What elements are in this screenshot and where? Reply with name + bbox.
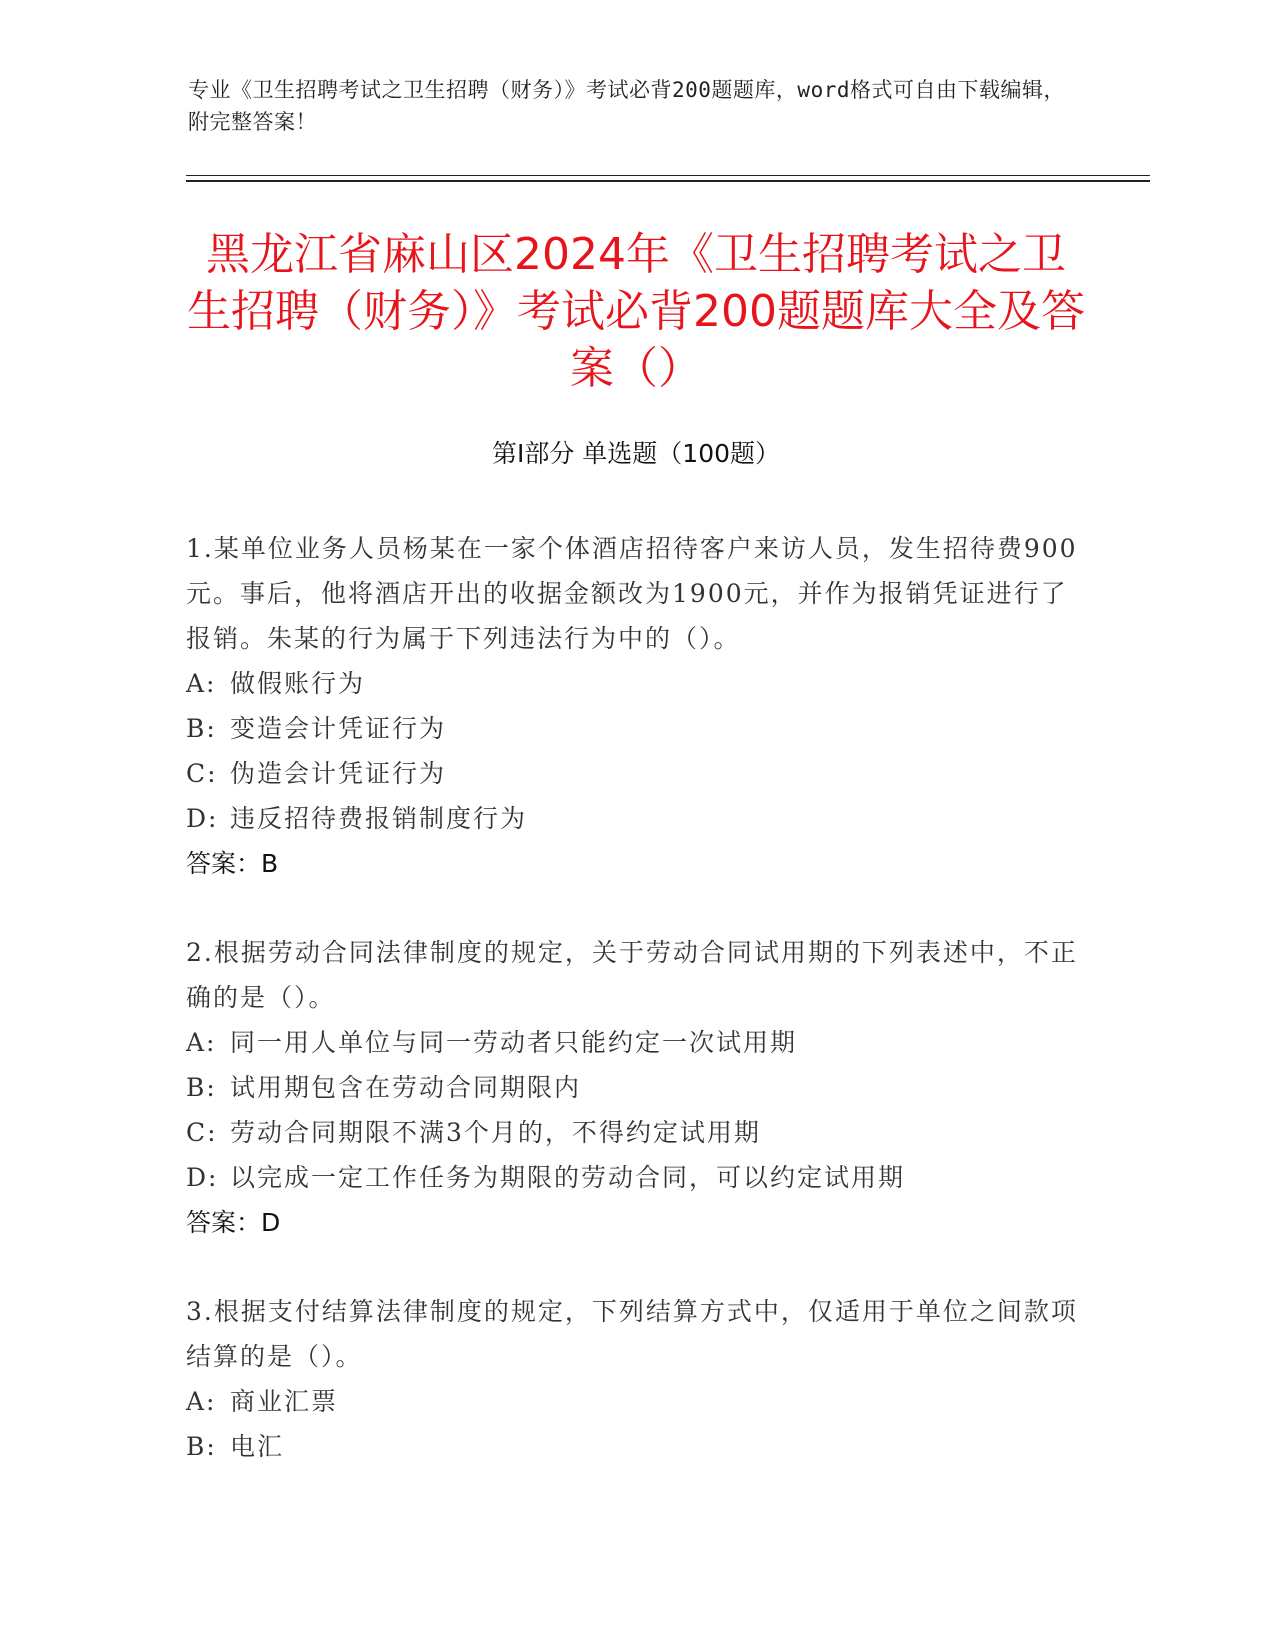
option-text: 电汇 <box>230 1432 285 1461</box>
option-key: C: <box>186 759 218 788</box>
option-text: 劳动合同期限不满3个月的，不得约定试用期 <box>230 1118 761 1147</box>
question-stem: 1.某单位业务人员杨某在一家个体酒店招待客户来访人员，发生招待费900元。事后，他将酒店开出的收据金额改为1900元，并作为报销凭证进行了报销。朱某的行为属于下列违法行为中的（）。 <box>186 534 1078 653</box>
option-d <box>186 796 1086 841</box>
option-text: 试用期包含在劳动合同期限内 <box>230 1073 582 1102</box>
intro-text: 专业《卫生招聘考试之卫生招聘（财务）》考试必背200题题库，word格式可自由下载编辑，附完整答案！ <box>188 78 1065 134</box>
option-d <box>186 1155 1086 1200</box>
option-key: D: <box>186 1163 219 1192</box>
option-key: A: <box>186 1028 217 1057</box>
option-c <box>186 1110 1086 1155</box>
answer-label: 答案：D <box>186 1208 281 1237</box>
option-a <box>186 1020 1086 1065</box>
option-key: B: <box>186 1073 217 1102</box>
option-key: D: <box>186 804 219 833</box>
option-c <box>186 751 1086 796</box>
document-title: 黑龙江省麻山区2024年《卫生招聘考试之卫生招聘（财务）》考试必背200题题库大全及答案（） <box>187 229 1085 394</box>
option-b <box>186 706 1086 751</box>
option-text: 违反招待费报销制度行为 <box>230 804 528 833</box>
option-a <box>186 661 1086 706</box>
option-a <box>186 1379 1086 1424</box>
question-stem: 3.根据支付结算法律制度的规定，下列结算方式中，仅适用于单位之间款项结算的是（）。 <box>186 1297 1078 1371</box>
question-item <box>186 526 1086 886</box>
option-key: C: <box>186 1118 218 1147</box>
header-divider-thin <box>186 175 1150 176</box>
option-text: 做假账行为 <box>230 669 366 698</box>
option-text: 商业汇票 <box>230 1387 339 1416</box>
option-text: 以完成一定工作任务为期限的劳动合同，可以约定试用期 <box>230 1163 906 1192</box>
question-item <box>186 1289 1086 1469</box>
section-heading: 第I部分 单选题（100题） <box>491 439 781 468</box>
question-list <box>186 526 1086 1513</box>
option-text: 同一用人单位与同一劳动者只能约定一次试用期 <box>230 1028 798 1057</box>
option-b <box>186 1065 1086 1110</box>
option-key: B: <box>186 1432 217 1461</box>
option-b <box>186 1424 1086 1469</box>
option-text: 变造会计凭证行为 <box>230 714 447 743</box>
option-text: 伪造会计凭证行为 <box>230 759 447 788</box>
option-key: A: <box>186 669 217 698</box>
option-key: A: <box>186 1387 217 1416</box>
question-item <box>186 930 1086 1245</box>
option-key: B: <box>186 714 217 743</box>
question-stem: 2.根据劳动合同法律制度的规定，关于劳动合同试用期的下列表述中，不正确的是（）。 <box>186 938 1078 1012</box>
answer-label: 答案：B <box>186 849 279 878</box>
header-divider-thick <box>186 180 1150 182</box>
